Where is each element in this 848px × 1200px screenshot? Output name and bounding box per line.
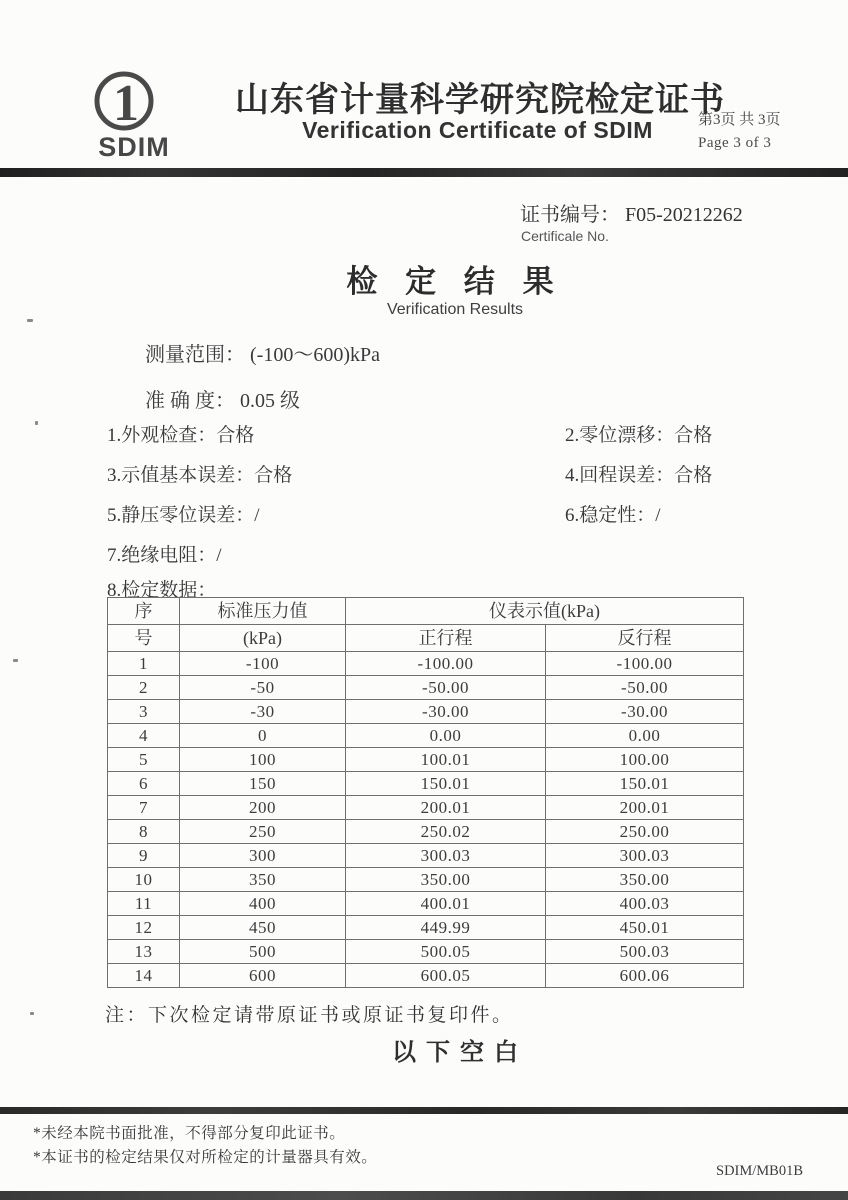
results-title-en: Verification Results <box>386 301 524 318</box>
table-cell: -30.00 <box>546 700 744 724</box>
table-cell: 7 <box>108 796 180 820</box>
table-cell: 0.00 <box>546 724 744 748</box>
indication-header: 仪表示值(kPa) <box>346 598 744 625</box>
result-item-5: 5.静压零位误差：/ <box>107 505 260 526</box>
measurement-range-value: (-100～600)kPa <box>250 344 380 366</box>
table-cell: 300 <box>180 844 346 868</box>
scan-speck <box>13 659 18 662</box>
table-cell: 450.01 <box>546 916 744 940</box>
results-title-zh: 检 定 结 果 <box>346 264 564 299</box>
result-item-7: 7.绝缘电阻：/ <box>107 545 222 566</box>
table-cell: 12 <box>108 916 180 940</box>
table-cell: -100 <box>180 652 346 676</box>
table-cell: 449.99 <box>346 916 546 940</box>
logo-wordmark: SDIM <box>98 132 170 162</box>
table-cell: -50.00 <box>546 676 744 700</box>
accuracy-label: 准 确 度： <box>145 390 235 412</box>
table-header-row-2 <box>108 625 744 652</box>
standard-header-bottom: (kPa) <box>180 625 346 652</box>
table-header-row-1 <box>108 598 744 625</box>
table-cell: 250 <box>180 820 346 844</box>
table-row <box>108 748 744 772</box>
measurement-range-label: 测量范围： <box>145 344 245 366</box>
table-cell: 400 <box>180 892 346 916</box>
table-cell: 4 <box>108 724 180 748</box>
table-row <box>108 820 744 844</box>
institute-title-zh: 山东省计量科学研究院检定证书 <box>235 82 725 119</box>
table-cell: 400.03 <box>546 892 744 916</box>
table-row <box>108 700 744 724</box>
table-cell: 150 <box>180 772 346 796</box>
table-row <box>108 676 744 700</box>
page-indicator-en: Page 3 of 3 <box>698 135 772 152</box>
table-cell: 6 <box>108 772 180 796</box>
accuracy-value: 0.05 级 <box>240 390 300 412</box>
table-cell: 500 <box>180 940 346 964</box>
institute-title-en: Verification Certificate of SDIM <box>302 117 653 143</box>
scan-speck <box>27 319 33 322</box>
verification-data-table <box>107 597 744 988</box>
logo-numeral: 1 <box>113 75 139 132</box>
footer-divider <box>0 1107 848 1114</box>
table-cell: -50 <box>180 676 346 700</box>
footer-note-2: *本证书的检定结果仅对所检定的计量器具有效。 <box>33 1149 378 1166</box>
scan-speck <box>35 421 38 425</box>
table-cell: 200 <box>180 796 346 820</box>
table-cell: 11 <box>108 892 180 916</box>
table-header <box>108 598 744 652</box>
table-cell: 9 <box>108 844 180 868</box>
table-cell: 350.00 <box>546 868 744 892</box>
certificate-number-label-en: Certificale No. <box>521 228 609 244</box>
table-row <box>108 724 744 748</box>
table-cell: 100 <box>180 748 346 772</box>
table-cell: 500.05 <box>346 940 546 964</box>
table-cell: 8 <box>108 820 180 844</box>
table-cell: -100.00 <box>546 652 744 676</box>
table-row <box>108 844 744 868</box>
table-cell: -100.00 <box>346 652 546 676</box>
header-divider <box>0 168 848 177</box>
page-indicator-zh: 第3页 共 3页 <box>698 112 781 128</box>
result-item-8: 8.检定数据： <box>107 580 217 601</box>
accuracy-line <box>145 384 300 413</box>
table-cell: 3 <box>108 700 180 724</box>
table-row <box>108 652 744 676</box>
table-row <box>108 964 744 988</box>
table-cell: 0 <box>180 724 346 748</box>
table-cell: 250.00 <box>546 820 744 844</box>
verification-table-container <box>107 597 743 988</box>
seq-header-top: 序 <box>108 598 180 625</box>
page-indicator <box>698 109 838 156</box>
standard-header-top: 标准压力值 <box>180 598 346 625</box>
form-code: SDIM/MB01B <box>716 1163 804 1179</box>
table-row <box>108 772 744 796</box>
table-cell: -50.00 <box>346 676 546 700</box>
table-cell: 350.00 <box>346 868 546 892</box>
table-cell: 150.01 <box>546 772 744 796</box>
seq-header-bottom: 号 <box>108 625 180 652</box>
table-cell: 500.03 <box>546 940 744 964</box>
certificate-number-value: F05-20212262 <box>625 204 743 226</box>
table-cell: -30.00 <box>346 700 546 724</box>
result-item-4: 4.回程误差：合格 <box>565 465 713 486</box>
table-cell: 300.03 <box>346 844 546 868</box>
certificate-number-label: 证书编号： <box>520 204 620 226</box>
table-cell: 2 <box>108 676 180 700</box>
table-row <box>108 940 744 964</box>
result-item-3: 3.示值基本误差：合格 <box>107 465 293 486</box>
table-cell: 14 <box>108 964 180 988</box>
table-row <box>108 892 744 916</box>
table-cell: 450 <box>180 916 346 940</box>
page-bottom-edge <box>0 1191 848 1200</box>
table-cell: 100.00 <box>546 748 744 772</box>
table-cell: 5 <box>108 748 180 772</box>
next-verification-note: 注：下次检定请带原证书或原证书复印件。 <box>105 1005 514 1026</box>
result-item-2: 2.零位漂移：合格 <box>565 425 713 446</box>
table-cell: 600.05 <box>346 964 546 988</box>
result-item-6: 6.稳定性：/ <box>565 505 661 526</box>
table-cell: 400.01 <box>346 892 546 916</box>
result-item-1: 1.外观检查：合格 <box>107 425 255 446</box>
table-row <box>108 796 744 820</box>
verification-table-body <box>108 652 744 988</box>
backward-stroke-header: 反行程 <box>546 625 744 652</box>
table-cell: 1 <box>108 652 180 676</box>
footer-note-1: *未经本院书面批准，不得部分复印此证书。 <box>33 1125 346 1142</box>
table-cell: 600 <box>180 964 346 988</box>
table-cell: 150.01 <box>346 772 546 796</box>
table-cell: 13 <box>108 940 180 964</box>
table-cell: 250.02 <box>346 820 546 844</box>
forward-stroke-header: 正行程 <box>346 625 546 652</box>
table-cell: 200.01 <box>346 796 546 820</box>
table-cell: 200.01 <box>546 796 744 820</box>
certificate-number-line <box>520 198 743 227</box>
table-cell: 100.01 <box>346 748 546 772</box>
table-row <box>108 868 744 892</box>
sdim-logo <box>78 68 193 163</box>
table-cell: -30 <box>180 700 346 724</box>
table-cell: 600.06 <box>546 964 744 988</box>
table-cell: 300.03 <box>546 844 744 868</box>
table-cell: 0.00 <box>346 724 546 748</box>
scan-speck <box>30 1012 34 1015</box>
table-row <box>108 916 744 940</box>
table-cell: 10 <box>108 868 180 892</box>
measurement-range-line <box>145 338 380 367</box>
blank-below-label: 以下空白 <box>392 1040 528 1066</box>
table-cell: 350 <box>180 868 346 892</box>
